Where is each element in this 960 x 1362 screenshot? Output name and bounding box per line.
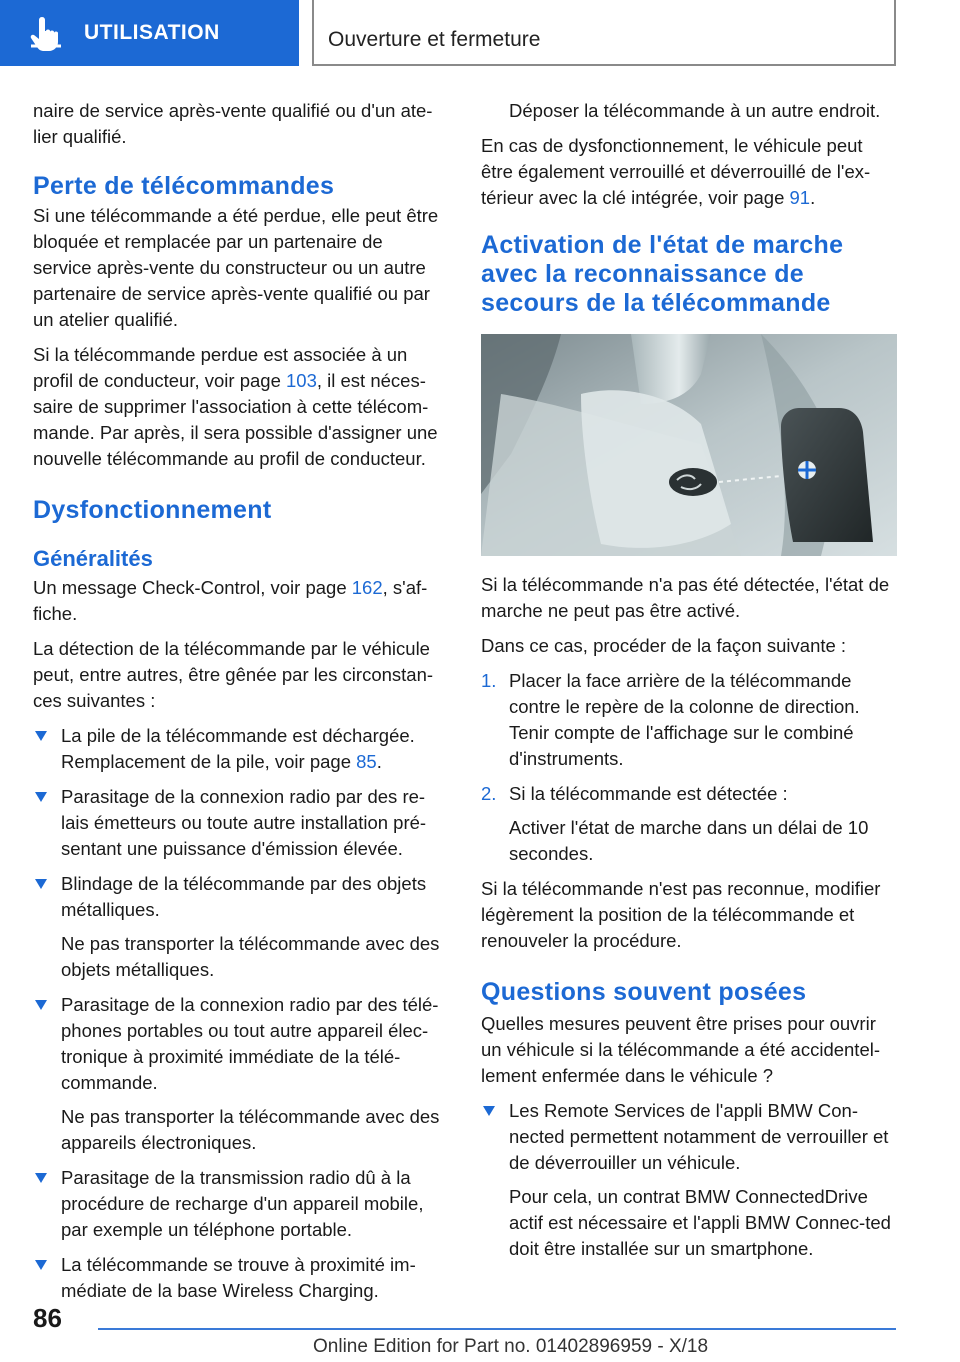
list-item: Les Remote Services de l'appli BMW Con-nected permettent notamment de verrouiller et de déverrouiller un véhicule. Pour cela, un contrat BMW ConnectedDrive actif est nécessaire et l'appli BMW Connec-ted doit être installée sur un smartphone.: [481, 1098, 897, 1262]
list-item: 2. Si la télécommande est détectée : Activer l'état de marche dans un délai de 10 secondes.: [481, 781, 897, 867]
circumstances-list: [33, 723, 445, 1304]
chapter-title: Ouverture et fermeture: [328, 28, 541, 51]
hand-pointer-icon: [26, 13, 66, 53]
chapter-box: [312, 0, 896, 66]
list-item: 1. Placer la face arrière de la télécommande contre le repère de la colonne de direction. Tenir compte de l'affichage sur le combiné d'instruments.: [481, 670, 860, 769]
right-column: [481, 98, 897, 1271]
heading-faq: Questions souvent posées: [481, 978, 807, 1006]
paragraph-check-control: Un message Check-Control, voir page 162, s'af-fiche.: [33, 577, 428, 624]
heading-activation: Activation de l'état de marche avec la reconnaissance de secours de la télécommande: [481, 231, 844, 317]
triangle-bullet-icon: [483, 1106, 495, 1116]
list-item-note: Activer l'état de marche dans un délai de 10 secondes.: [509, 817, 869, 864]
paragraph-integrated-key: En cas de dysfonctionnement, le véhicule peut être également verrouillé et déverrouillé de l'ex-térieur avec la clé intégrée, voir page 91.: [481, 135, 871, 208]
triangle-bullet-icon: [35, 1000, 47, 1010]
step-number: 2.: [481, 783, 497, 804]
section-label: UTILISATION: [84, 21, 220, 44]
page-header: [0, 0, 960, 66]
paragraph-detection: La détection de la télécommande par le véhicule peut, entre autres, être gênée par les circonstan-ces suivantes :: [33, 638, 434, 711]
page-link-91[interactable]: 91: [789, 187, 811, 208]
page-number: 86: [33, 1303, 62, 1333]
triangle-bullet-icon: [35, 879, 47, 889]
section-tab: [0, 0, 299, 66]
paragraph-procedure: Dans ce cas, procéder de la façon suivante :: [481, 635, 847, 656]
list-item: Parasitage de la connexion radio par des re-lais émetteurs ou toute autre installation pré-sentant une puissance d'émission élevée.: [33, 784, 445, 862]
list-item-note: Ne pas transporter la télécommande avec des objets métalliques.: [61, 933, 440, 980]
continued-text: Déposer la télécommande à un autre endroit.: [509, 100, 881, 121]
list-item: Blindage de la télécommande par des objets métalliques. Ne pas transporter la télécommande avec des objets métalliques.: [33, 871, 445, 983]
steps-list: [481, 668, 897, 867]
steering-column-key-photo: [481, 334, 897, 556]
list-item-note: Pour cela, un contrat BMW ConnectedDrive actif est nécessaire et l'appli BMW Connec-ted doit être installée sur un smartphone.: [509, 1186, 891, 1259]
heading-generalites: Généralités: [33, 546, 153, 571]
triangle-bullet-icon: [35, 731, 47, 741]
triangle-bullet-icon: [35, 1173, 47, 1183]
left-column: [33, 98, 445, 1313]
footer-edition: Online Edition for Part no. 01402896959 - X/18: [313, 1336, 709, 1357]
answers-list: [481, 1098, 897, 1262]
page-link-85[interactable]: 85: [356, 751, 377, 772]
intro-text: naire de service après-vente qualifié ou d'un ate-lier qualifié.: [33, 100, 433, 147]
footer-divider: [98, 1328, 896, 1330]
list-item: Parasitage de la transmission radio dû à la procédure de recharge d'un appareil mobile, par exemple un téléphone portable.: [33, 1165, 445, 1243]
list-item: La pile de la télécommande est déchargée. Remplacement de la pile, voir page 85.: [33, 723, 445, 775]
paragraph-perte-1: Si une télécommande a été perdue, elle peut être bloquée et remplacée par un partenaire de service après-vente du constructeur ou un autre partenaire de service après-vente qualifié ou par un atelier qualifié.: [33, 205, 439, 330]
list-item: La télécommande se trouve à proximité im-médiate de la base Wireless Charging.: [33, 1252, 445, 1304]
list-item-note: Ne pas transporter la télécommande avec des appareils électroniques.: [61, 1106, 440, 1153]
paragraph-not-recognized: Si la télécommande n'est pas reconnue, modifier légèrement la position de la télécommande et renouveler la procédure.: [481, 878, 881, 951]
paragraph-perte-2: Si la télécommande perdue est associée à un profil de conducteur, voir page 103, il est néces-saire de supprimer l'association à cette télécom-mande. Par après, il sera possible d'assigner une nouvelle télécommande au profil de conducteur.: [33, 344, 438, 469]
page-link-162[interactable]: 162: [351, 577, 383, 598]
heading-perte: Perte de télécommandes: [33, 172, 335, 200]
triangle-bullet-icon: [35, 1260, 47, 1270]
list-item: Parasitage de la connexion radio par des télé-phones portables ou tout autre appareil élec-tronique à proximité immédiate de la télé-commande. Ne pas transporter la télécommande avec des appareils électroniques.: [33, 992, 445, 1156]
step-number: 1.: [481, 670, 497, 691]
paragraph-question: Quelles mesures peuvent être prises pour ouvrir un véhicule si la télécommande a été accidentel-lement enfermée dans le véhicule ?: [481, 1013, 881, 1086]
paragraph-not-detected: Si la télécommande n'a pas été détectée, l'état de marche ne peut pas être activé.: [481, 574, 890, 621]
page-link-103[interactable]: 103: [286, 370, 317, 391]
heading-dysfonctionnement: Dysfonctionnement: [33, 496, 272, 524]
triangle-bullet-icon: [35, 792, 47, 802]
